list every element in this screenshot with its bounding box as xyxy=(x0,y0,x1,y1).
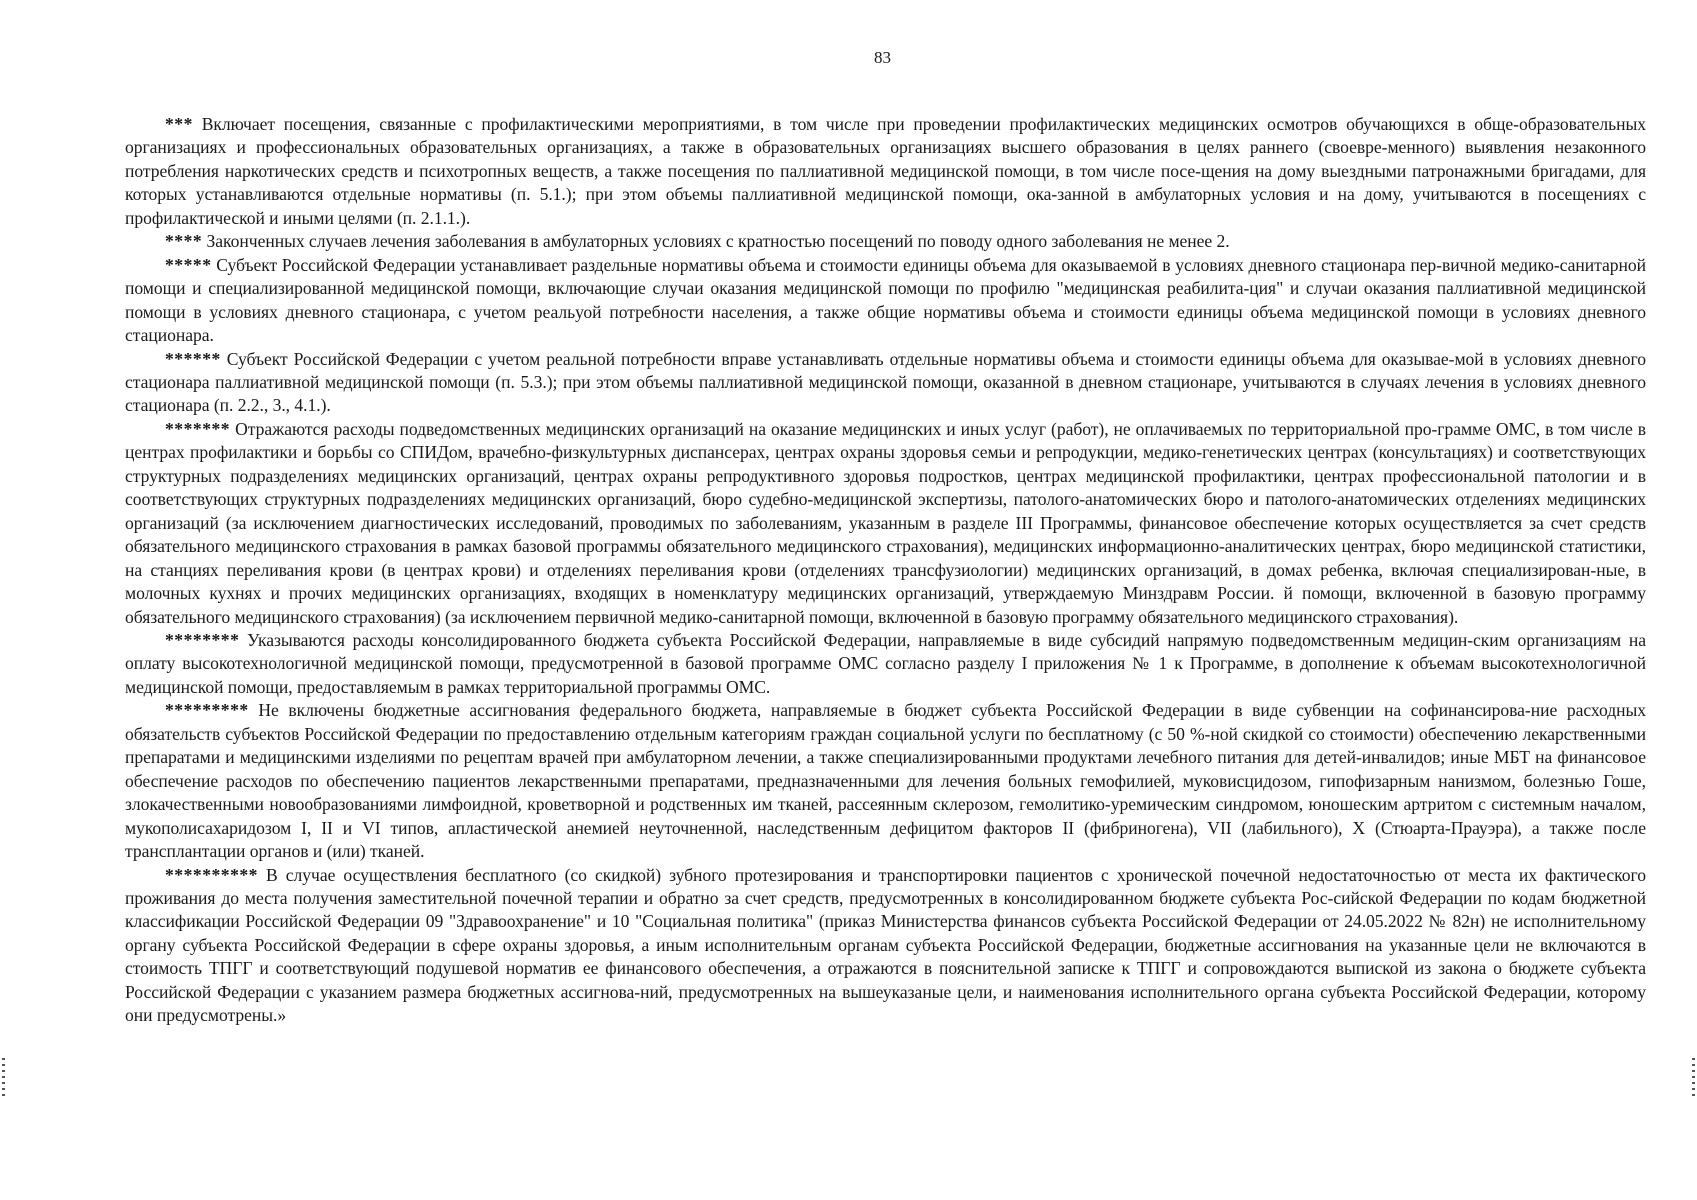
footnote-marker: ********* xyxy=(165,700,249,721)
footnote-marker: ***** xyxy=(165,254,212,275)
footnote-marker: ******* xyxy=(165,418,231,439)
footnote-text: Субъект Российской Федерации устанавливает раздельные нормативы объема и стоимости единицы объема для оказываемой в условиях дневного стационара пер-вичной медико-санитарной помощи и специализированной медицинской помощи, включающие случаи оказания медицинской помощи по профилю "медицинская реабилита-ция" и случаи оказания паллиативной медицинской помощи в условиях дневного стационара, с учетом реальуой потребности населения, а также общие нормативы объема и стоимости единицы объема медицинской помощи в условиях дневного стационара. xyxy=(125,254,1646,346)
footnote-marker: ********** xyxy=(165,864,258,885)
footnotes xyxy=(125,113,1646,1028)
footnote-text: Не включены бюджетные ассигнования федерального бюджета, направляемые в бюджет субъекта Российской Федерации в виде субвенции на софинансирова-ние расходных обязательств субъектов Российской Федерации по предоставлению отдельным категориям граждан социальной услуги по бесплатному (с 50 %-ной скидкой со стоимости) обеспечению лекарственными препаратами и медицинскими изделиями по рецептам врачей при амбулаторном лечении, а также специализированными продуктами лечебного питания для детей-инвалидов; иные МБТ на финансовое обеспечение расходов по обеспечению пациентов лекарственными препаратами, предназначенными для лечения больных гемофилией, муковисцидозом, гипофизарным нанизмом, болезнью Гоше, злокачественными новообразованиями лимфоидной, кроветворной и родственных им тканей, рассеянным склерозом, гемолитико-уремическим синдромом, юношеским артритом с системным началом, мукополисахаридозом I, II и VI типов, апластической анемией неуточненной, наследственным дефицитом факторов II (фибриногена), VII (лабильного), X (Стюарта-Прауэра), а также после трансплантации органов и (или) тканей. xyxy=(125,700,1646,862)
footnote-6-stars xyxy=(125,348,1646,418)
footnote-marker: **** xyxy=(165,231,203,252)
footnote-text: Законченных случаев лечения заболевания в амбулаторных условиях с кратностью посещений по поводу одного заболевания не менее 2. xyxy=(202,231,1230,252)
left-margin-binding-mark xyxy=(2,1058,5,1096)
footnote-8-stars xyxy=(125,629,1646,699)
footnote-text: Отражаются расходы подведомственных медицинских организаций на оказание медицинских и иных услуг (работ), не оплачиваемых по территориальной про-грамме ОМС, в том числе в центрах профилактики и борьбы со СПИДом, врачебно-физкультурных диспансерах, центрах охраны здоровья семьи и репродукции, медико-генетических центрах (консультациях) и соответствующих структурных подразделениях медицинских организаций, центрах охраны репродуктивного здоровья подростков, центрах медицинской профилактики, центрах профессиональной патологии и в соответствующих структурных подразделениях медицинских организаций, бюро судебно-медицинской экспертизы, патолого-анатомических бюро и патолого-анатомических отделениях медицинских организаций (за исключением диагностических исследований, проводимых по заболеваниям, указанным в разделе III Программы, финансовое обеспечение которых осуществляется за счет средств обязательного медицинского страхования в рамках базовой программы обязательного медицинского страхования), медицинских информационно-аналитических центрах, бюро медицинской статистики, на станциях переливания крови (в центрах крови) и отделениях переливания крови (отделениях трансфузиологии) медицинских организаций, в домах ребенка, включая специализирован-ные, в молочных кухнях и прочих медицинских организациях, входящих в номенклатуру медицинских организаций, утверждаемую Минздравм России. й помощи, включенной в базовую программу обязательного медицинского страхования) (за исключением первичной медико-санитарной помощи, включенной в базовую программу обязательного медицинского страхования). xyxy=(125,418,1646,627)
footnote-marker: ******** xyxy=(165,629,240,650)
footnote-9-stars xyxy=(125,699,1646,863)
footnote-text: Указываются расходы консолидированного бюджета субъекта Российской Федерации, направляемые в виде субсидий напрямую подведомственным медицин-ским организациям на оплату высокотехнологичной медицинской помощи, предусмотренной в базовой программе ОМС согласно разделу I приложения № 1 к Программе, в дополнение к объемам высокотехнологичной медицинской помощи, предоставляемым в рамках территориальной программы ОМС. xyxy=(125,629,1646,697)
footnote-marker: *** xyxy=(165,114,193,134)
page-number: 83 xyxy=(874,48,891,67)
footnote-10-stars xyxy=(125,864,1646,1028)
footnote-7-stars xyxy=(125,418,1646,629)
footnote-text: В случае осуществления бесплатного (со скидкой) зубного протезирования и транспортировки пациентов с хронической почечной недостаточностью от места их фактического проживания до места получения заместительной почечной терапии и обратно за счет средств, предусмотренных в консолидированном бюджете субъекта Рос-сийской Федерации по кодам бюджетной классификации Российской Федерации 09 "Здравоохранение" и 10 "Социальная политика" (приказ Министерства финансов субъекта Российской Федерации от 24.05.2022 № 82н) не исполнительному органу субъекта Российской Федерации в сфере охраны здоровья, а иным исполнительным органам субъекта Российской Федерации, бюджетные ассигнования на указанные цели не включаются в стоимость ТПГГ и соответствующий подушевой норматив ее финансового обеспечения, а отражаются в пояснительной записке к ТПГГ и сопровождаются выпиской из закона о бюджете субъекта Российской Федерации с указанием размера бюджетных ассигнова-ний, предусмотренных на вышеуказаные цели, и наименования исполнительного органа субъекта Российской Федерации, которому они предусмотрены.» xyxy=(125,864,1646,1026)
footnote-marker: ****** xyxy=(165,348,221,369)
footnote-text: Включает посещения, связанные с профилактическими мероприятиями, в том числе при проведении профилактических медицинских осмотров обучающихся в обще-образовательных организациях и профессиональных образовательных организациях, а также в образовательных организациях высшего образования в целях раннего (своевре-менного) выявления незаконного потребления наркотических средств и психотропных веществ, а также посещения по паллиативной медицинской помощи, в том числе посе-щения на дому выездными патронажными бригадами, для которых устанавливаются отдельные нормативы (п. 5.1.); при этом объемы паллиативной медицинской помощи, ока-занной в амбулаторных условия и на дому, учитываются в посещениях с профилактической и иными целями (п. 2.1.1.). xyxy=(125,114,1646,228)
footnote-5-stars xyxy=(125,254,1646,348)
footnote-4-stars xyxy=(125,230,1646,253)
footnote-text: Субъект Российской Федерации с учетом реальной потребности вправе устанавливать отдельные нормативы объема и стоимости единицы объема для оказывае-мой в условиях дневного стационара паллиативной медицинской помощи (п. 5.3.); при этом объемы паллиативной медицинской помощи, оказанной в дневном стационаре, учитываются в случаях лечения в условиях дневного стационара (п. 2.2., 3., 4.1.). xyxy=(125,348,1646,416)
footnote-3-stars xyxy=(125,113,1646,230)
right-margin-binding-mark xyxy=(1692,1058,1695,1096)
